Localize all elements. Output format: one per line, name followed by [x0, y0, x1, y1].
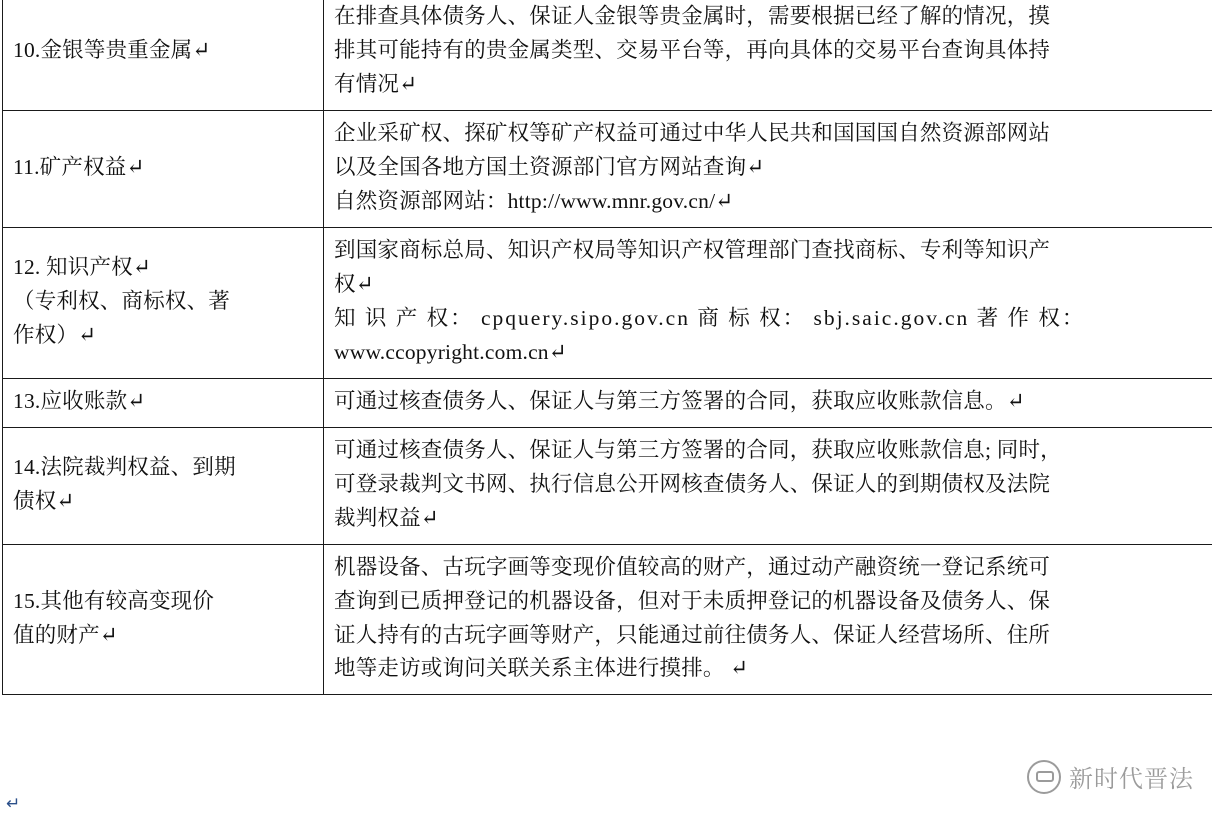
row-label-cell — [3, 427, 324, 544]
body-line: 可通过核查债务人、保证人与第三方签署的合同，获取应收账款信息; 同时， — [334, 437, 1062, 462]
table-row — [3, 227, 1212, 378]
label-line: 作权）↵ — [13, 322, 97, 347]
row-body-cell — [324, 227, 1212, 378]
label-line: 值的财产↵ — [13, 622, 119, 647]
body-line: 机器设备、古玩字画等变现价值较高的财产，通过动产融资统一登记系统可 — [334, 554, 1051, 579]
row-label-cell — [3, 110, 324, 227]
body-line: 权↵ — [334, 271, 374, 296]
table-row — [3, 544, 1212, 695]
wechat-official-account-icon — [1027, 760, 1061, 794]
body-line: 以及全国各地方国土资源部门官方网站查询↵ — [334, 154, 765, 179]
label-line: 债权↵ — [13, 488, 75, 513]
table-row — [3, 110, 1212, 227]
label-line: 12. 知识产权↵ — [13, 254, 152, 279]
body-line-urls: 知 识 产 权： cpquery.sipo.gov.cn 商 标 权： sbj.saic.gov.cn 著 作 权： — [334, 305, 1086, 330]
body-line: 查询到已质押登记的机器设备，但对于未质押登记的机器设备及债务人、保 — [334, 588, 1051, 613]
body-line: 企业采矿权、探矿权等矿产权益可通过中华人民共和国国国自然资源部网站 — [334, 120, 1051, 145]
row-label-cell — [3, 0, 324, 110]
table-row — [3, 427, 1212, 544]
paragraph-mark: ↵ — [6, 794, 21, 813]
row-label-cell — [3, 227, 324, 378]
watermark — [1027, 759, 1194, 794]
body-line: 证人持有的古玩字画等财产，只能通过前往债务人、保证人经营场所、住所 — [334, 622, 1051, 647]
body-line: 到国家商标总局、知识产权局等知识产权管理部门查找商标、专利等知识产 — [334, 237, 1051, 262]
row-label-cell — [3, 544, 324, 695]
body-line-url: 自然资源部网站：http://www.mnr.gov.cn/↵ — [334, 188, 734, 213]
body-line: 在排查具体债务人、保证人金银等贵金属时，需要根据已经了解的情况，摸 — [334, 4, 1051, 28]
table-row — [3, 378, 1212, 427]
row-body-cell — [324, 427, 1212, 544]
table-row — [3, 0, 1212, 110]
row-label-cell — [3, 378, 324, 427]
row-body-cell — [324, 110, 1212, 227]
row-body-cell — [324, 0, 1212, 110]
body-line: 排其可能持有的贵金属类型、交易平台等，再向具体的交易平台查询具体持 — [334, 37, 1051, 62]
label-line: 13.应收账款↵ — [13, 388, 146, 413]
body-line: 可登录裁判文书网、执行信息公开网核查债务人、保证人的到期债权及法院 — [334, 471, 1051, 496]
body-line: 裁判权益↵ — [334, 505, 440, 530]
watermark-text: 新时代晋法 — [1069, 766, 1194, 793]
body-line: 有情况↵ — [334, 71, 418, 96]
row-body-cell — [324, 378, 1212, 427]
table-body — [3, 0, 1212, 695]
label-line: （专利权、商标权、著 — [13, 288, 231, 313]
label-line: 15.其他有较高变现价 — [13, 588, 215, 613]
asset-investigation-table — [2, 0, 1212, 695]
row-body-cell — [324, 544, 1212, 695]
body-line: 地等走访或询问关联关系主体进行摸排。 ↵ — [334, 656, 749, 681]
body-line-url: www.ccopyright.com.cn↵ — [334, 339, 567, 364]
label-line: 11.矿产权益↵ — [13, 154, 145, 179]
label-line: 14.法院裁判权益、到期 — [13, 454, 236, 479]
label-line: 10.金银等贵重金属↵ — [13, 37, 211, 62]
body-line: 可通过核查债务人、保证人与第三方签署的合同，获取应收账款信息。↵ — [334, 388, 1025, 413]
